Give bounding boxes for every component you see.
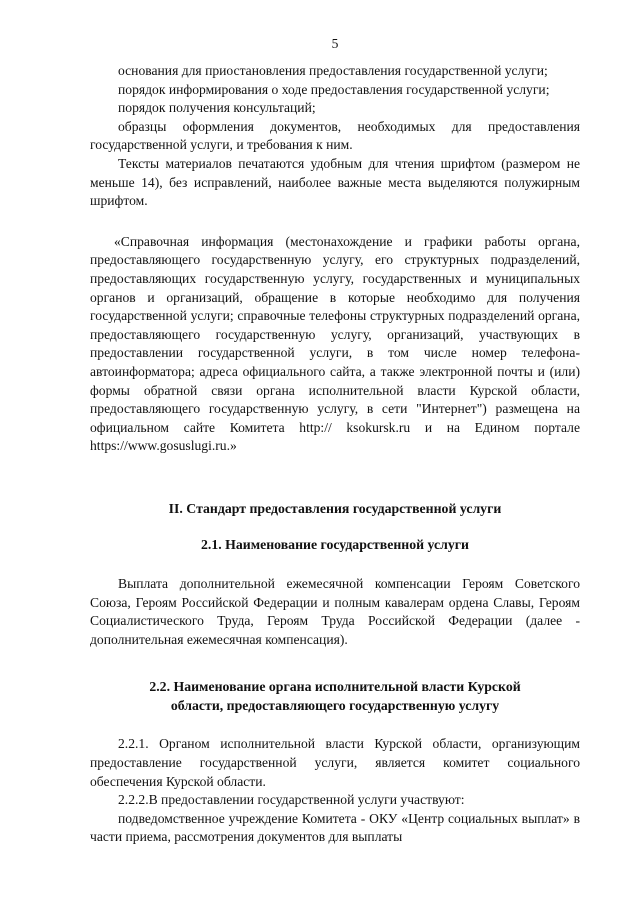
reference-info-quote: «Справочная информация (местонахождение и графики работы органа, предоставляющего государственную услугу, его структурных подразделений, предоставляющих государственную услугу, государственных и муниципальных органов и организаций, обращение в которые необходимо для получения государственной услуги; справочные телефоны структурных подразделений органа, предоставляющего государственную услугу, организаций, участвующих в предоставлении государственной услуги, в том числе номер телефона-автоинформатора; адреса официального сайта, а также электронной почты и (или) формы обратной связи органа исполнительной власти Курской области, предоставляющего государственную услугу, в сети "Интернет") размещена на официальном сайте Комитета http:// ksokursk.ru и на Едином портале https://www.gosuslugi.ru.» [90,233,580,454]
paragraph-2-2-2: 2.2.2.В предоставлении государственной услуги участвуют: [118,792,465,808]
font-requirements-paragraph: Тексты материалов печатаются удобным для чтения шрифтом (размером не меньше 14), без исправлений, наиболее важные места выделяются полужирным шрифтом. [90,155,580,209]
section-title: II. Стандарт предоставления государственной услуги [168,500,502,516]
intro-item: образцы оформления документов, необходимых для предоставления государственной услуги, и требования к ним. [90,118,580,153]
intro-item: порядок получения консультаций; [118,100,316,116]
paragraph-2-2-1: 2.2.1. Органом исполнительной власти Курской области, организующим предоставление государственной услуги, является комитет социального обеспечения Курской области. [90,736,580,789]
page-content [90,62,580,847]
subsection-title-line-1: 2.2. Наименование органа исполнительной власти Курской [149,679,521,695]
intro-item: основания для приостановления предоставления государственной услуги; [118,63,548,78]
subsection-title-line-2: области, предоставляющего государственную услугу [170,698,500,714]
paragraph-subordinate-institution: подведомственное учреждение Комитета - ОКУ «Центр социальных выплат» в части приема, рассмотрения документов для выплаты [90,810,580,845]
document-page [90,0,580,905]
page-number: 5 [331,36,339,51]
subsection-title-2-1: 2.1. Наименование государственной услуги [200,537,470,553]
service-name-paragraph: Выплата дополнительной ежемесячной компенсации Героям Советского Союза, Героям Российской Федерации и полным кавалерам ордена Славы, Героям Социалистического Труда, Героям Труда Российской Федерации (далее - дополнительная ежемесячная компенсация). [90,576,580,647]
subsection-title-2-2 [90,677,580,715]
intro-item: порядок информирования о ходе предоставления государственной услуги; [118,81,550,97]
